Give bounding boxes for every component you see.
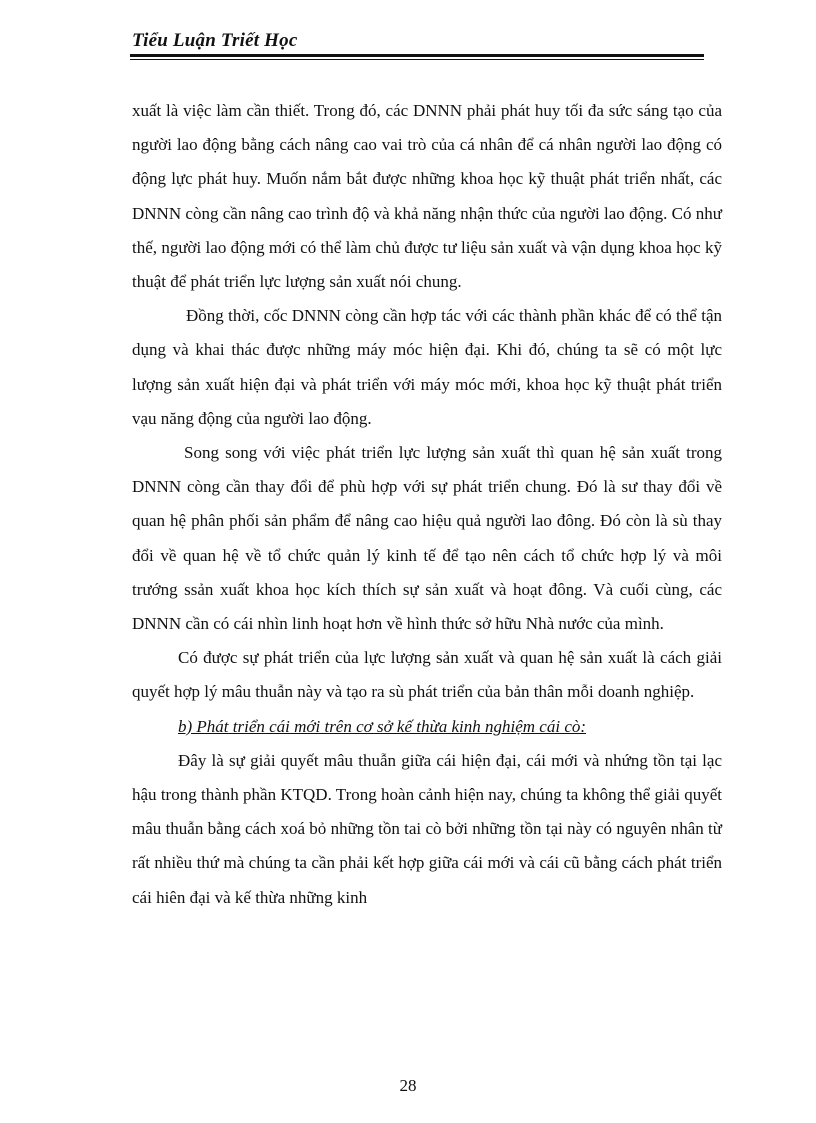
- document-header-title: Tiểu Luận Triết Học: [132, 30, 298, 51]
- header-rule-thick: [130, 54, 704, 57]
- page-body: [132, 94, 722, 915]
- page-number: 28: [399, 1076, 417, 1095]
- paragraph-continuation: xuất là việc làm cần thiết. Trong đó, các DNNN phải phát huy tối đa sức sáng tạo của người lao động bằng cách nâng cao vai trò của cá nhân để cá nhân người lao động có động lực phát huy. Muốn nắm bắt được những khoa học kỹ thuật phát triển nhất, các DNNN còng cần nâng cao trình độ và khả năng nhận thức của người lao động. Có như thế, người lao động mới có thể làm chủ được tư liệu sản xuất và vận dụng khoa học kỹ thuật để phát triển lực lượng sản xuất nói chung.: [132, 101, 722, 292]
- paragraph: Đồng thời, cốc DNNN còng cần hợp tác với các thành phần khác để có thể tận dụng và khai thác được những máy móc hiện đại. Khi đó, chúng ta sẽ có một lực lượng sản xuất hiện đại và phát triển với máy móc mới, khoa học kỹ thuật phát triển vạu năng động của người lao động.: [132, 306, 722, 428]
- paragraph: Đây là sự giải quyết mâu thuẫn giữa cái hiện đại, cái mới và nhứng tồn tại lạc hậu trong thành phần KTQD. Trong hoàn cảnh hiện nay, chúng ta không thể giải quyết mâu thuẫn bằng cách xoá bỏ những tồn tai cò bởi những tồn tại này có nguyên nhân từ rất nhiều thứ mà chúng ta cần phải kết hợp giữa cái mới và cái cũ bằng cách phát triển cái hiên đại và kế thừa những kinh: [132, 750, 722, 907]
- paragraph: Song song với việc phát triển lực lượng sản xuất thì quan hệ sản xuất trong DNNN còng cần thay đổi để phù hợp với sự phát triển chung. Đó là sư thay đổi về quan hệ phân phối sản phẩm để nâng cao hiệu quả người lao đông. Đó còn là sù thay đổi về quan hệ về tổ chức quản lý kinh tế để tạo nên cách tổ chức hợp lý và môi trướng ssản xuất khoa học kích thích sự sản xuất và hoạt đông. Và cuối cùng, các DNNN cần có cái nhìn linh hoạt hơn về hình thức sở hữu Nhà nước của mình.: [132, 443, 722, 634]
- header-rule-thin: [130, 59, 704, 60]
- paragraph: Có được sự phát triển của lực lượng sản xuất và quan hệ sản xuất là cách giải quyết hợp lý mâu thuẫn này và tạo ra sù phát triển của bản thân mỗi doanh nghiệp.: [132, 648, 722, 702]
- section-subheading: b) Phát triển cái mới trên cơ sở kế thừa kinh nghiệm cái cò:: [178, 716, 587, 736]
